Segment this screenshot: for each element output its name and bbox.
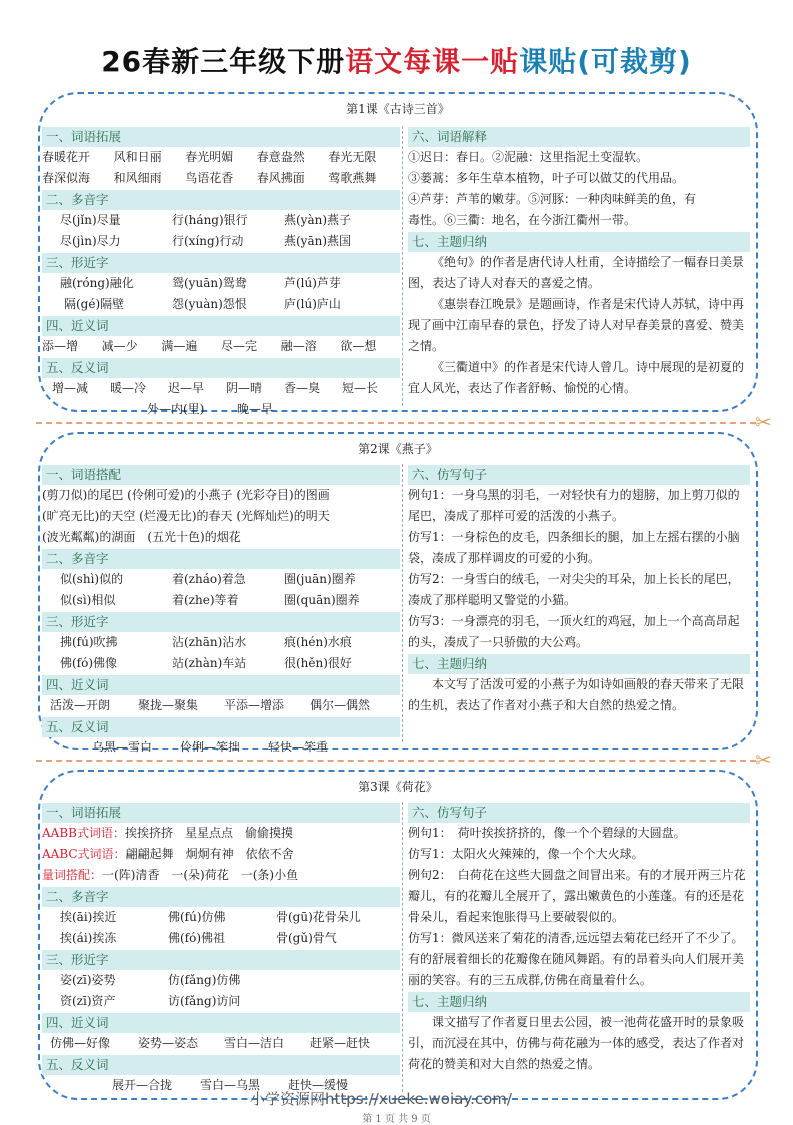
- antonym-row: 增—减 暖—冷 迟—早 阴—晴 香—臭 短—长: [52, 381, 379, 395]
- lesson-1-left: [42, 126, 400, 420]
- section-heading: 七、主题归纳: [408, 992, 750, 1012]
- example-sentence: 例句1：一身乌黑的羽毛，一对轻快有力的翅膀，加上剪刀似的尾巴，凑成了那样可爱的活泼的小燕子。: [408, 488, 740, 523]
- section-heading: 五、反义词: [42, 1055, 400, 1075]
- lesson-2-left: [42, 464, 400, 758]
- lesson-title: 第2课《燕子》: [358, 442, 438, 456]
- lesson-card-3: [38, 770, 758, 1100]
- polyphone-row: 挨(ái)挨冻 佛(fó)佛祖 骨(gǔ)骨气: [60, 931, 337, 945]
- scissors-icon: ✂: [755, 748, 772, 772]
- polyphone-row: 尽(jǐn)尽量 行(háng)银行 燕(yàn)燕子: [60, 213, 352, 227]
- cut-line: [36, 760, 756, 762]
- lesson-title: 第3课《荷花》: [358, 780, 438, 794]
- section-heading: 一、词语拓展: [42, 127, 400, 147]
- collocation-line: (波光粼粼)的湖面 (五光十色)的烟花: [42, 530, 241, 544]
- word-row: 春深似海 和风细雨 鸟语花香 春风拂面 莺歌燕舞: [42, 171, 377, 185]
- section-heading: 七、主题归纳: [408, 654, 750, 674]
- theme-paragraph: 课文描写了作者夏日里去公园，被一池荷花盛开时的景象吸引，而沉浸在其中，仿佛与荷花融为一体的感受，表达了作者对荷花的赞美和对大自然的热爱之情。: [408, 1015, 745, 1071]
- section-heading: 四、近义词: [42, 1013, 400, 1033]
- title-part-grade: 26春新三年级下册: [101, 45, 346, 78]
- definition-line: 毒性。⑥三衢：地名，在今浙江衢州一带。: [408, 213, 637, 227]
- column-divider: [402, 126, 403, 406]
- synonym-row: 仿佛—好像 姿势—姿态 雪白—洁白 赶紧—赶快: [50, 1036, 371, 1050]
- polyphone-row: 似(sì)相似 着(zhe)等着 圈(quān)圈养: [60, 593, 360, 607]
- similar-char-row: 拂(fú)吹拂 沾(zhān)沾水 痕(hén)水痕: [60, 635, 352, 649]
- definition-line: ③蒌蒿：多年生草本植物，叶子可以做艾的代用品。: [408, 171, 685, 185]
- theme-paragraph: 《绝句》的作者是唐代诗人杜甫，全诗描绘了一幅春日美景图，表达了诗人对春天的喜爱之情。: [408, 255, 745, 290]
- lesson-3-right: [408, 802, 750, 1075]
- section-heading: 六、仿写句子: [408, 465, 750, 485]
- theme-paragraph: 《三衢道中》的作者是宋代诗人曾几。诗中展现的是初夏的宜人风光，表达了作者舒畅、愉悦的心情。: [408, 360, 745, 395]
- word-pattern-line: AABC式词语：翩翩起舞 炯炯有神 依依不舍: [42, 847, 294, 861]
- polyphone-row: 似(shì)似的 着(zháo)着急 圈(juān)圈养: [60, 572, 356, 586]
- collocation-line: (剪刀似)的尾巴 (伶俐可爱)的小燕子 (光彩夺目)的图画: [42, 488, 330, 502]
- section-heading: 三、形近字: [42, 612, 400, 632]
- antonym-row: 展开—合拢 雪白—乌黑 赶快—缓慢: [112, 1078, 349, 1092]
- imitation-sentence: 仿写3：一身漂亮的羽毛，一顶火红的鸡冠，加上一个高高昂起的头，凑成了一只骄傲的大公鸡。: [408, 614, 740, 649]
- page-number: 第 1 页 共 9 页: [362, 1114, 431, 1125]
- section-heading: 三、形近字: [42, 253, 400, 273]
- section-heading: 六、仿写句子: [408, 803, 750, 823]
- section-heading: 二、多音字: [42, 549, 400, 569]
- word-pattern-line: AABB式词语：挨挨挤挤 星星点点 偷偷摸摸: [42, 826, 293, 840]
- scissors-icon: ✂: [755, 410, 772, 434]
- lesson-2-right: [408, 464, 750, 716]
- word-row: 春暖花开 风和日丽 春光明媚 春意盎然 春光无限: [42, 150, 377, 164]
- similar-char-row: 资(zī)资产 访(fǎng)访问: [60, 994, 241, 1008]
- cut-line: [36, 422, 756, 424]
- imitation-sentence: 仿写1：微风送来了菊花的清香,远远望去菊花已经开了不少了。有的舒展着细长的花瓣像在随风舞蹈。有的昂着头向人们展开美丽的笑容。有的三五成群,仿佛在商量着什么。: [408, 931, 745, 987]
- similar-char-row: 融(róng)融化 鸳(yuān)鸳鸯 芦(lú)芦芽: [60, 276, 341, 290]
- imitation-sentence: 仿写1：太阳火火辣辣的，像一个个大火球。: [408, 847, 644, 861]
- section-heading: 一、词语搭配: [42, 465, 400, 485]
- section-heading: 六、词语解释: [408, 127, 750, 147]
- imitation-sentence: 仿写2：一身雪白的绒毛，一对尖尖的耳朵，加上长长的尾巴，凑成了那样聪明又警觉的小猫。: [408, 572, 740, 607]
- section-heading: 七、主题归纳: [408, 232, 750, 252]
- example-sentence: 例句2： 白荷花在这些大圆盘之间冒出来。有的才展开两三片花瓣儿，有的花瓣儿全展开了，露出嫩黄色的小莲蓬。有的还是花骨朵儿，看起来饱胀得马上要破裂似的。: [408, 868, 746, 924]
- section-heading: 三、形近字: [42, 950, 400, 970]
- section-heading: 二、多音字: [42, 190, 400, 210]
- page-title: [0, 40, 793, 80]
- similar-char-row: 佛(fó)佛像 站(zhàn)车站 很(hěn)很好: [60, 656, 352, 670]
- column-divider: [402, 802, 403, 1092]
- lesson-card-1: [38, 92, 758, 416]
- theme-paragraph: 本文写了活泼可爱的小燕子为如诗如画般的春天带来了无限的生机，表达了作者对小燕子和大自然的热爱之情。: [408, 677, 745, 712]
- column-divider: [402, 464, 403, 742]
- section-heading: 二、多音字: [42, 887, 400, 907]
- antonym-row: 乌黑—雪白 伶俐—笨拙 轻快—笨重: [92, 740, 329, 754]
- theme-paragraph: 《惠崇春江晚景》是题画诗，作者是宋代诗人苏轼，诗中再现了画中江南早春的景色，抒发了诗人对早春美景的喜爱、赞美之情。: [408, 297, 745, 353]
- similar-char-row: 隔(gé)隔壁 怨(yuàn)怨恨 庐(lú)庐山: [64, 297, 341, 311]
- title-part-subject: 语文每课一贴: [345, 45, 520, 78]
- synonym-row: 添—增 减—少 满—遍 尽—完 融—溶 欲—想: [42, 339, 377, 353]
- example-sentence: 例句1： 荷叶挨挨挤挤的，像一个个碧绿的大圆盘。: [408, 826, 686, 840]
- word-pattern-line: 量词搭配：一(阵)清香 一(朵)荷花 一(条)小鱼: [42, 868, 299, 882]
- section-heading: 五、反义词: [42, 717, 400, 737]
- lesson-3-left: [42, 802, 400, 1096]
- section-heading: 四、近义词: [42, 316, 400, 336]
- polyphone-row: 尽(jìn)尽力 行(xíng)行动 燕(yān)燕国: [60, 234, 352, 248]
- similar-char-row: 姿(zī)姿势 仿(fǎng)仿佛: [60, 973, 241, 987]
- synonym-row: 活泼—开朗 聚拢—聚集 平添—增添 偶尔—偶然: [50, 698, 371, 712]
- definition-line: ④芦芽：芦苇的嫩芽。⑤河豚：一种肉味鲜美的鱼，有: [408, 192, 697, 206]
- watermark: 小学资源网https://xueke.woiay.com/: [250, 1090, 512, 1108]
- section-heading: 五、反义词: [42, 358, 400, 378]
- title-part-note: 课贴(可裁剪): [519, 45, 692, 78]
- section-heading: 四、近义词: [42, 675, 400, 695]
- imitation-sentence: 仿写1：一身棕色的皮毛，四条细长的腿，加上左摇右摆的小脑袋，凑成了那样调皮的可爱的小狗。: [408, 530, 740, 565]
- lesson-card-2: [38, 432, 758, 754]
- collocation-line: (旷亮无比)的天空 (烂漫无比)的春天 (光辉灿烂)的明天: [42, 509, 330, 523]
- lesson-1-right: [408, 126, 750, 399]
- definition-line: ①迟日：春日。②泥融：这里指泥土变湿软。: [408, 150, 649, 164]
- lesson-title: 第1课《古诗三首》: [346, 102, 450, 116]
- antonym-row: 外—内(里) 晚—早: [147, 402, 274, 416]
- section-heading: 一、词语拓展: [42, 803, 400, 823]
- polyphone-row: 挨(āi)挨近 佛(fú)仿佛 骨(gū)花骨朵儿: [60, 910, 361, 924]
